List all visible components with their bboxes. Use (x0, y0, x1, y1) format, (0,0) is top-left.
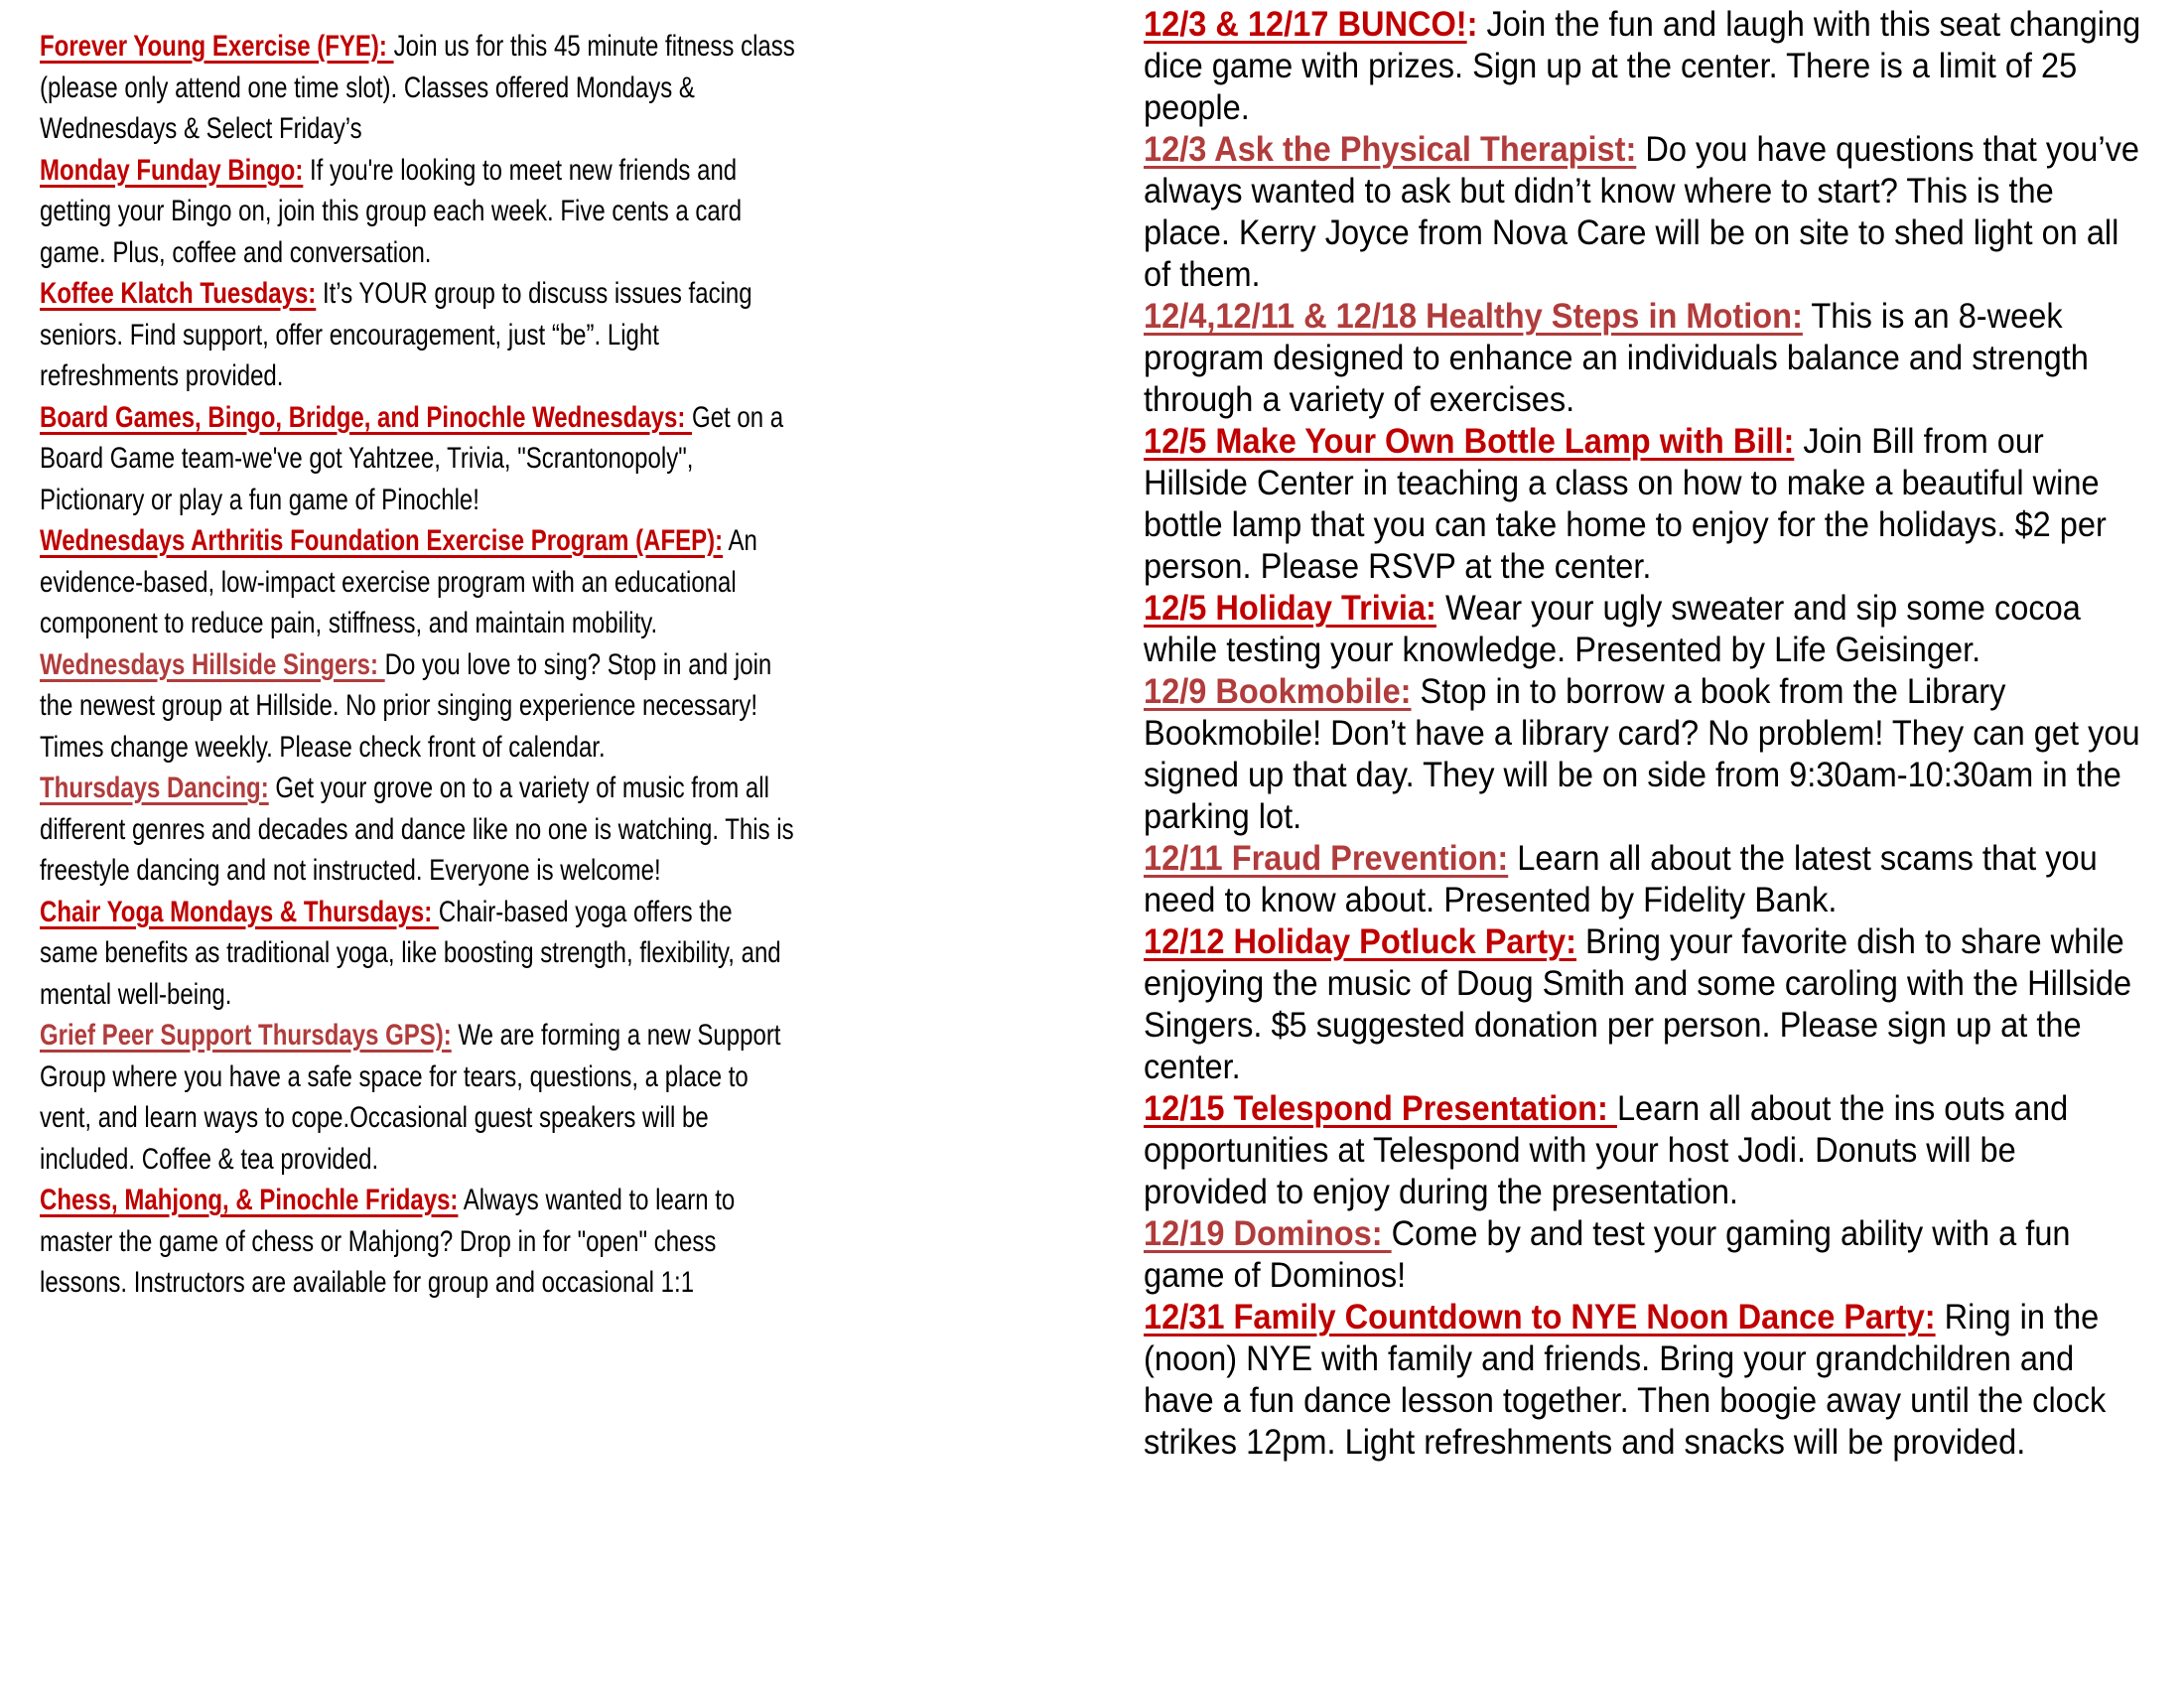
activity-heading: Wednesdays Hillside Singers: (40, 647, 385, 681)
activity-heading: 12/12 Holiday Potluck Party: (1144, 922, 1576, 961)
activity-heading: 12/19 Dominos: (1144, 1214, 1392, 1253)
activity-heading: Chess, Mahjong, & Pinochle Fridays: (40, 1184, 459, 1216)
activity-heading-suffix: : (1466, 5, 1478, 44)
activity-heading: Forever Young Exercise (FYE): (40, 30, 394, 63)
activity-heading: 12/11 Fraud Prevention: (1144, 839, 1509, 878)
activity-heading: Chair Yoga Mondays & Thursdays: (40, 895, 439, 928)
activity-description: Come by and test your gaming ability with a fun game of Dominos! (1144, 1214, 2071, 1295)
activity-description: Join Bill from our Hillside Center in teaching a class on how to make a beautiful wine bottle lamp that you can take home to enjoy for the holidays. $2 per person. Please RSVP at the center. (1144, 422, 2107, 586)
activity-heading: Thursdays Dancing: (40, 772, 269, 804)
activity-description: Do you love to sing? Stop in and join the newest group at Hillside. No prior singing experience necessary! Times change weekly. Please check front of calendar. (40, 647, 772, 764)
activity-heading: Grief Peer Support Thursdays GPS): (40, 1019, 452, 1052)
activity-heading: 12/3 Ask the Physical Therapist: (1144, 130, 1637, 169)
activity-item (40, 1015, 796, 1180)
activity-description: Get on a Board Game team-we've got Yahtzee, Trivia, "Scrantonopoly", Pictionary or play a fun game of Pinochle! (40, 400, 784, 516)
activity-item (1144, 296, 2142, 421)
activity-item (40, 768, 796, 892)
activity-heading: 12/3 & 12/17 BUNCO! (1144, 5, 1467, 44)
activities-column-right (1144, 4, 2142, 1464)
activity-heading: 12/5 Holiday Trivia: (1144, 589, 1436, 628)
activity-heading: 12/5 Make Your Own Bottle Lamp with Bill: (1144, 422, 1795, 461)
activity-description: Get your grove on to a variety of music from all different genres and decades and dance like no one is watching. This is freestyle dancing and not instructed. Everyone is welcome! (40, 772, 794, 887)
activity-item (40, 892, 796, 1016)
activity-description: It’s YOUR group to discuss issues facing seniors. Find support, offer encouragement, just “be”. Light refreshments provided. (40, 277, 752, 392)
activity-description: Wear your ugly sweater and sip some cocoa while testing your knowledge. Presented by Life Geisinger. (1144, 589, 2081, 669)
activity-item (40, 1180, 796, 1304)
activity-description: Join the fun and laugh with this seat changing dice game with prizes. Sign up at the center. There is a limit of 25 people. (1144, 5, 2141, 127)
activity-item (40, 150, 796, 274)
activity-description: Bring your favorite dish to share while enjoying the music of Doug Smith and some caroling with the Hillside Singers. $5 suggested donation per person. Please sign up at the center. (1144, 922, 2132, 1086)
activity-heading: Monday Funday Bingo: (40, 153, 304, 187)
activity-item (1144, 671, 2142, 838)
activity-description: Stop in to borrow a book from the Library Bookmobile! Don’t have a library card? No problem! They can get you signed up that day. They will be on side from 9:30am-10:30am in the parking lot. (1144, 672, 2140, 836)
activity-item (40, 397, 796, 521)
activity-item (1144, 4, 2142, 129)
activity-description: This is an 8-week program designed to enhance an individuals balance and strength through a variety of exercises. (1144, 297, 2089, 419)
activity-item (40, 26, 796, 150)
activity-item (40, 273, 796, 397)
activity-heading: 12/9 Bookmobile: (1144, 672, 1412, 711)
activity-item (1144, 921, 2142, 1088)
activity-heading: 12/4,12/11 & 12/18 Healthy Steps in Motion: (1144, 297, 1803, 336)
activity-item (40, 644, 796, 769)
activity-item (1144, 1088, 2142, 1213)
activity-description: We are forming a new Support Group where you have a safe space for tears, questions, a place to vent, and learn ways to cope.Occasional guest speakers will be included. Coffee & tea provided. (40, 1019, 781, 1176)
activity-item (40, 520, 796, 644)
activity-item (1144, 838, 2142, 921)
activity-heading: Board Games, Bingo, Bridge, and Pinochle Wednesdays: (40, 400, 693, 434)
activity-description: Ring in the (noon) NYE with family and friends. Bring your grandchildren and have a fun dance lesson together. Then boogie away until the clock strikes 12pm. Light refreshments and snacks will be provided. (1144, 1298, 2107, 1462)
activity-item (1144, 588, 2142, 671)
activity-description: Learn all about the ins outs and opportunities at Telespond with your host Jodi. Donuts will be provided to enjoy during the presentation. (1144, 1089, 2069, 1211)
activity-description: If you're looking to meet new friends and getting your Bingo on, join this group each week. Five cents a card game. Plus, coffee and conversation. (40, 153, 743, 269)
activity-description: Learn all about the latest scams that you need to know about. Presented by Fidelity Bank. (1144, 839, 2098, 919)
activity-heading: Koffee Klatch Tuesdays: (40, 277, 317, 310)
activity-description: Chair-based yoga offers the same benefits as traditional yoga, like boosting strength, flexibility, and mental well-being. (40, 895, 781, 1011)
activity-item (1144, 1297, 2142, 1464)
activity-heading: 12/15 Telespond Presentation: (1144, 1089, 1617, 1128)
activity-description: An evidence-based, low-impact exercise program with an educational component to reduce pain, stiffness, and maintain mobility. (40, 524, 757, 639)
activity-description: Do you have questions that you’ve always wanted to ask but didn’t know where to start? This is the place. Kerry Joyce from Nova Care will be on site to shed light on all of them. (1144, 130, 2139, 294)
activity-heading: Wednesdays Arthritis Foundation Exercise Program (AFEP): (40, 524, 724, 557)
activity-description: Always wanted to learn to master the game of chess or Mahjong? Drop in for "open" chess lessons. Instructors are available for group and occasional 1:1 (40, 1184, 736, 1299)
activity-item (1144, 129, 2142, 296)
activities-column-left (40, 26, 796, 1304)
activity-heading: 12/31 Family Countdown to NYE Noon Dance Party: (1144, 1298, 1936, 1336)
activity-item (1144, 1213, 2142, 1297)
activity-item (1144, 421, 2142, 588)
activity-description: Join us for this 45 minute fitness class (please only attend one time slot). Classes offered Mondays & Wednesdays & Select Friday’s (40, 30, 795, 145)
